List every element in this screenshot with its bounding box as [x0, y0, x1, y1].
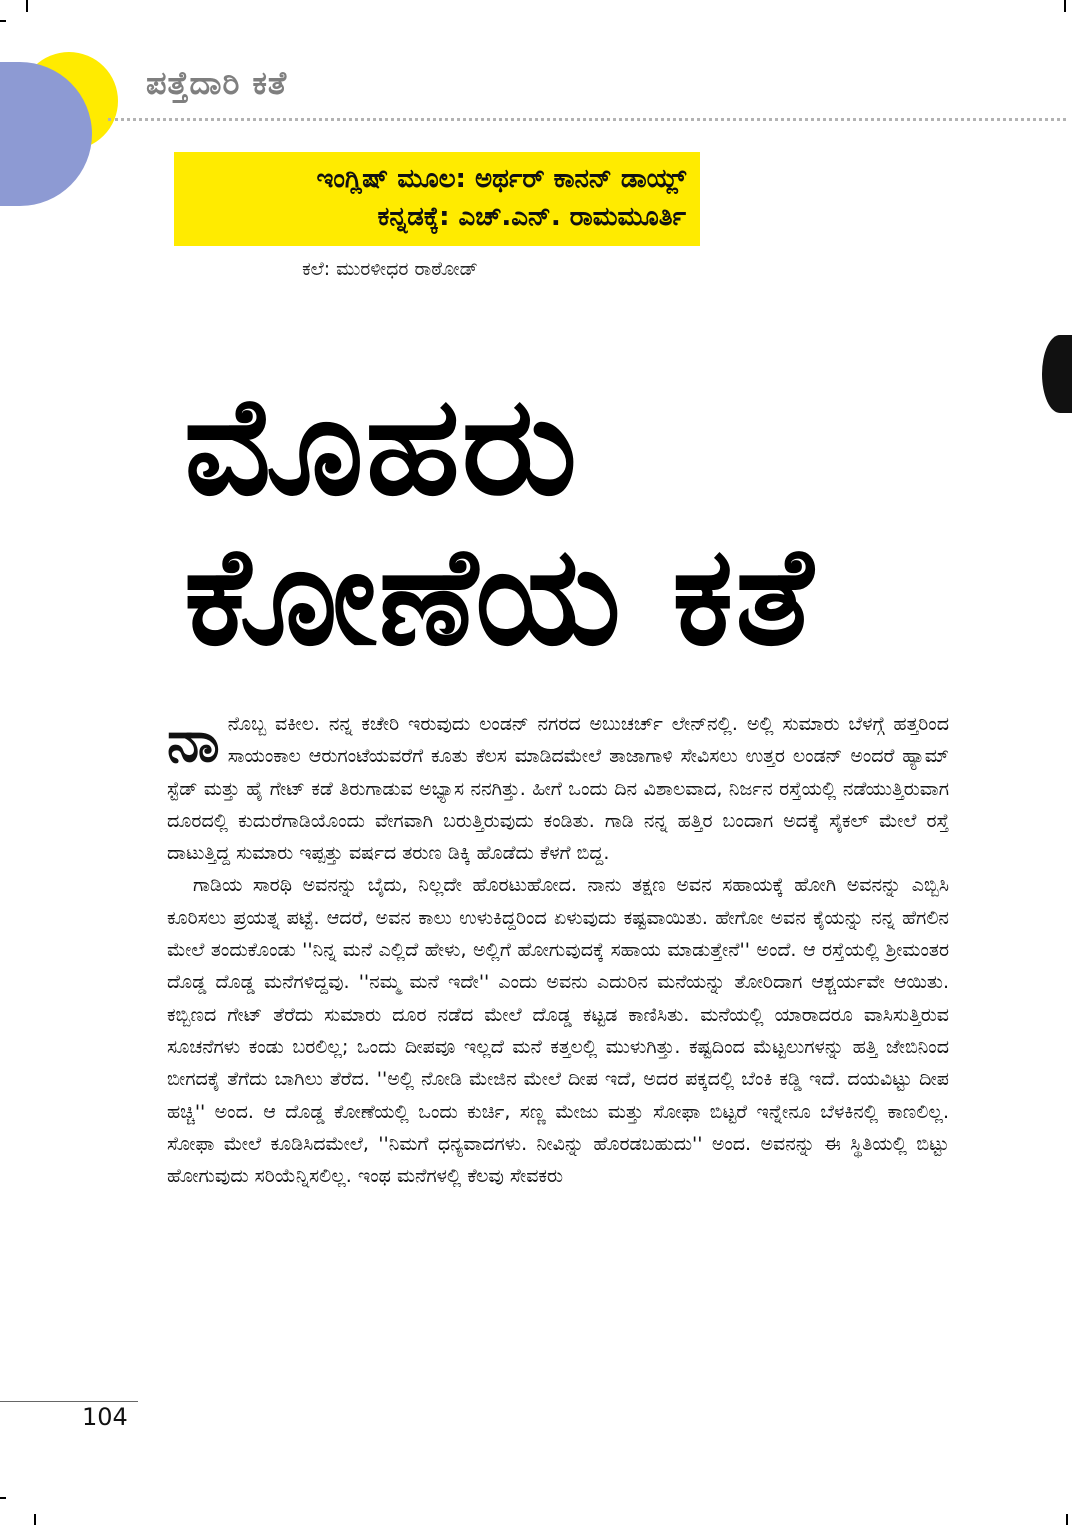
crop-mark: [34, 1514, 36, 1525]
crop-mark: [0, 20, 6, 22]
illustration-credit: ಕಲೆ: ಮುರಳೀಧರ ರಾಠೋಡ್: [302, 258, 478, 280]
original-author-credit: ಇಂಗ್ಲಿಷ್ ಮೂಲ: ಅರ್ಥರ್ ಕಾನನ್ ಡಾಯ್ಲ್: [316, 164, 686, 194]
story-title-line-2: ಕೋಣೆಯ ಕತೆ: [184, 518, 815, 676]
footer-rule: [0, 1401, 138, 1402]
crop-mark: [1064, 0, 1066, 12]
drop-cap: ನಾ: [167, 707, 220, 775]
crop-mark: [26, 0, 28, 12]
paragraph-1-text: ನೊಬ್ಬ ವಕೀಲ. ನನ್ನ ಕಚೇರಿ ಇರುವುದು ಲಂಡನ್ ನಗರದ ಅಬುಚರ್ಚ್ ಲೇನ್‌ನಲ್ಲಿ. ಅಲ್ಲಿ ಸುಮಾರು ಬೆಳಗ್ಗೆ ಹತ್ತರಿಂದ ಸಾಯಂಕಾಲ ಆರುಗಂಟೆಯವರೆಗೆ ಕೂತು ಕೆಲಸ ಮಾಡಿದಮೇಲೆ ತಾಜಾಗಾಳಿ ಸೇವಿಸಲು ಉತ್ತರ ಲಂಡನ್ ಅಂದರೆ ಹ್ಯಾಮ್ ಸ್ಟೆಡ್ ಮತ್ತು ಹೈ ಗೇಟ್ ಕಡೆ ತಿರುಗಾಡುವ ಅಭ್ಯಾಸ ನನಗಿತ್ತು. ಹೀಗೆ ಒಂದು ದಿನ ವಿಶಾಲವಾದ, ನಿರ್ಜನ ರಸ್ತೆಯಲ್ಲಿ ನಡೆಯುತ್ತಿರುವಾಗ ದೂರದಲ್ಲಿ ಕುದುರೆಗಾಡಿಯೊಂದು ವೇಗವಾಗಿ ಬರುತ್ತಿರುವುದು ಕಂಡಿತು. ಗಾಡಿ ನನ್ನ ಹತ್ತಿರ ಬಂದಾಗ ಅದಕ್ಕೆ ಸೈಕಲ್ ಮೇಲೆ ರಸ್ತೆ ದಾಟುತ್ತಿದ್ದ ಸುಮಾರು ಇಪ್ಪತ್ತು ವರ್ಷದ ತರುಣ ಡಿಕ್ಕಿ ಹೊಡೆದು ಕೆಳಗೆ ಬಿದ್ದ.: [167, 713, 949, 865]
story-title: [184, 368, 1044, 676]
crop-mark: [1066, 1514, 1068, 1525]
article-body: [167, 708, 949, 1192]
article-paragraph-2: ಗಾಡಿಯ ಸಾರಥಿ ಅವನನ್ನು ಬೈದು, ನಿಲ್ಲದೇ ಹೊರಟುಹೋದ. ನಾನು ತಕ್ಷಣ ಅವನ ಸಹಾಯಕ್ಕೆ ಹೋಗಿ ಅವನನ್ನು ಎಬ್ಬಿಸಿ ಕೂರಿಸಲು ಪ್ರಯತ್ನ ಪಟ್ಟೆ. ಆದರೆ, ಅವನ ಕಾಲು ಉಳುಕಿದ್ದರಿಂದ ಏಳುವುದು ಕಷ್ಟವಾಯಿತು. ಹೇಗೋ ಅವನ ಕೈಯನ್ನು ನನ್ನ ಹೆಗಲಿನ ಮೇಲೆ ತಂದುಕೊಂಡು ''ನಿನ್ನ ಮನೆ ಎಲ್ಲಿದೆ ಹೇಳು, ಅಲ್ಲಿಗೆ ಹೋಗುವುದಕ್ಕೆ ಸಹಾಯ ಮಾಡುತ್ತೇನೆ'' ಅಂದೆ. ಆ ರಸ್ತೆಯಲ್ಲಿ ಶ್ರೀಮಂತರ ದೊಡ್ಡ ದೊಡ್ಡ ಮನೆಗಳಿದ್ದವು. ''ನಮ್ಮ ಮನೆ ಇದೇ'' ಎಂದು ಅವನು ಎದುರಿನ ಮನೆಯನ್ನು ತೋರಿದಾಗ ಆಶ್ಚರ್ಯವೇ ಆಯಿತು. ಕಬ್ಬಿಣದ ಗೇಟ್ ತೆರೆದು ಸುಮಾರು ದೂರ ನಡೆದ ಮೇಲೆ ದೊಡ್ಡ ಕಟ್ಟಡ ಕಾಣಿಸಿತು. ಮನೆಯಲ್ಲಿ ಯಾರಾದರೂ ವಾಸಿಸುತ್ತಿರುವ ಸೂಚನೆಗಳು ಕಂಡು ಬರಲಿಲ್ಲ; ಒಂದು ದೀಪವೂ ಇಲ್ಲದೆ ಮನೆ ಕತ್ತಲಲ್ಲಿ ಮುಳುಗಿತ್ತು. ಕಷ್ಟದಿಂದ ಮೆಟ್ಟಲುಗಳನ್ನು ಹತ್ತಿ ಜೇಬಿನಿಂದ ಬೀಗದಕೈ ತೆಗೆದು ಬಾಗಿಲು ತೆರೆದ. ''ಅಲ್ಲಿ ನೋಡಿ ಮೇಜಿನ ಮೇಲೆ ದೀಪ ಇದೆ, ಅದರ ಪಕ್ಕದಲ್ಲಿ ಬೆಂಕಿ ಕಡ್ಡಿ ಇದೆ. ದಯವಿಟ್ಟು ದೀಪ ಹಚ್ಚಿ'' ಅಂದ. ಆ ದೊಡ್ಡ ಕೋಣೆಯಲ್ಲಿ ಒಂದು ಕುರ್ಚಿ, ಸಣ್ಣ ಮೇಜು ಮತ್ತು ಸೋಫಾ ಬಿಟ್ಟರೆ ಇನ್ನೇನೂ ಬೆಳಕಿನಲ್ಲಿ ಕಾಣಲಿಲ್ಲ. ಸೋಫಾ ಮೇಲೆ ಕೂಡಿಸಿದಮೇಲೆ, ''ನಿಮಗೆ ಧನ್ಯವಾದಗಳು. ನೀವಿನ್ನು ಹೊರಡಬಹುದು'' ಅಂದ. ಅವನನ್ನು ಈ ಸ್ಥಿತಿಯಲ್ಲಿ ಬಿಟ್ಟು ಹೋಗುವುದು ಸರಿಯೆನ್ನಿಸಲಿಲ್ಲ. ಇಂಥ ಮನೆಗಳಲ್ಲಿ ಕೆಲವು ಸೇವಕರು: [167, 874, 949, 1188]
section-title: ಪತ್ತೆದಾರಿ ಕತೆ: [146, 64, 288, 102]
article-paragraph-1: [167, 708, 949, 869]
translator-credit: ಕನ್ನಡಕ್ಕೆ: ಎಚ್.ಎನ್. ರಾಮಮೂರ್ತಿ: [377, 202, 686, 232]
crop-mark: [0, 1497, 6, 1499]
credits-box: [174, 152, 700, 246]
dotted-divider: [108, 118, 1066, 121]
edge-ink-blot: [1042, 335, 1072, 413]
story-title-line-1: ಮೊಹರು: [184, 368, 579, 526]
page-number: 104: [82, 1403, 128, 1431]
